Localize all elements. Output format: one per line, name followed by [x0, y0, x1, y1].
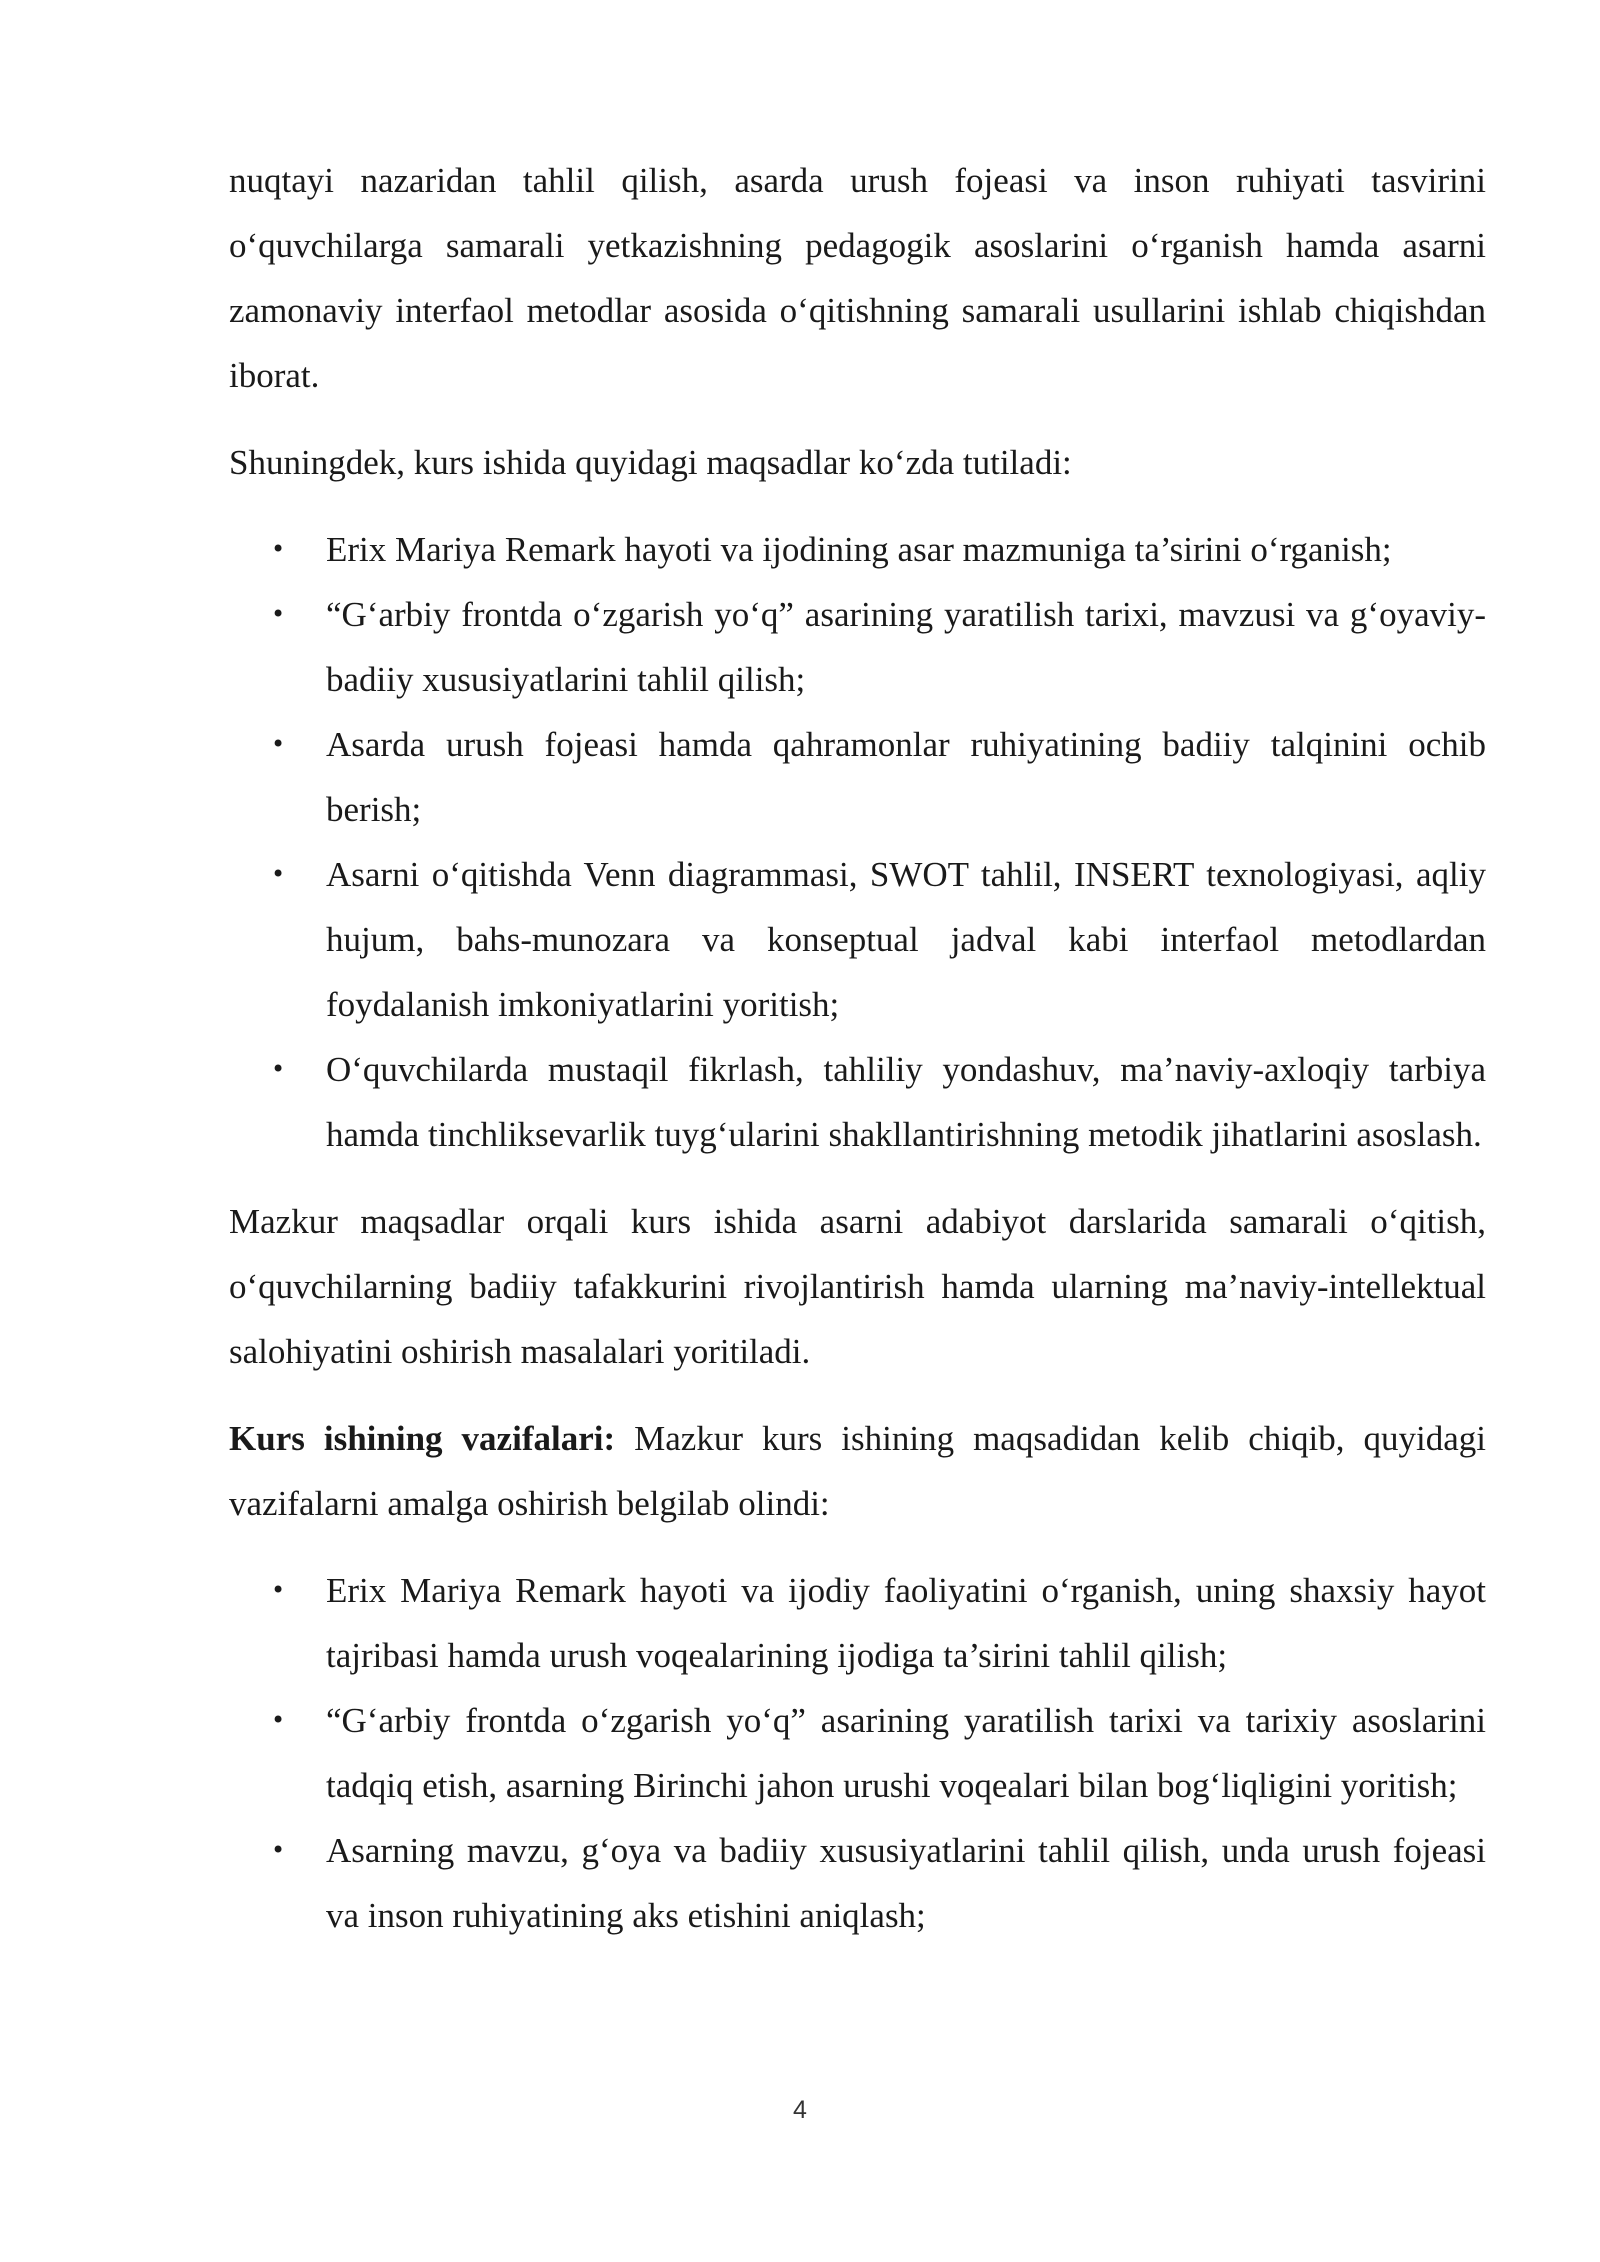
list-item	[229, 1818, 1486, 1948]
bullet-icon: •	[271, 600, 286, 628]
list-item-text: Asarning mavzu, g‘oya va badiiy xususiyatlarini tahlil qilish, unda urush fojeasi va inson ruhiyatining aks etishini aniqlash;	[326, 1831, 1486, 1935]
list-item-text: “G‘arbiy frontda o‘zgarish yo‘q” asarining yaratilish tarixi va tarixiy asoslarini tadqiq etish, asarning Birinchi jahon urushi voqealari bilan bog‘liqligini yoritish;	[326, 1701, 1486, 1805]
list-item	[229, 1558, 1486, 1688]
list-item-text: O‘quvchilarda mustaqil fikrlash, tahliliy yondashuv, ma’naviy-axloqiy tarbiya hamda tinchliksevarlik tuyg‘ularini shakllantirishning metodik jihatlarini asoslash.	[326, 1050, 1486, 1154]
list-item	[229, 712, 1486, 842]
list-item-text: Asarni o‘qitishda Venn diagrammasi, SWOT tahlil, INSERT texnologiyasi, aqliy hujum, bahs-munozara va konseptual jadval kabi interfaol metodlardan foydalanish imkoniyatlarini yoritish;	[326, 855, 1486, 1024]
list-item	[229, 842, 1486, 1037]
bullet-icon: •	[271, 1576, 286, 1604]
bullet-icon: •	[271, 1836, 286, 1864]
bullet-icon: •	[271, 730, 286, 758]
tasks-heading: Kurs ishining vazifalari:	[229, 1419, 616, 1458]
list-item-text: Erix Mariya Remark hayoti va ijodiy faoliyatini o‘rganish, uning shaxsiy hayot tajribasi hamda urush voqealarining ijodiga ta’sirini tahlil qilish;	[326, 1571, 1486, 1675]
list-item	[229, 1688, 1486, 1818]
goals-list	[229, 517, 1486, 1167]
list-item	[229, 517, 1486, 582]
page-number: 4	[793, 2096, 807, 2124]
goals-summary-paragraph: Mazkur maqsadlar orqali kurs ishida asarni adabiyot darslarida samarali o‘qitish, o‘quvchilarning badiiy tafakkurini rivojlantirish hamda ularning ma’naviy-intellektual salohiyatini oshirish masalalari yoritiladi.	[229, 1202, 1486, 1371]
page-body	[229, 148, 1486, 1948]
list-item-text: “G‘arbiy frontda o‘zgarish yo‘q” asarining yaratilish tarixi, mavzusi va g‘oyaviy-badiiy xususiyatlarini tahlil qilish;	[326, 595, 1486, 699]
bullet-icon: •	[271, 1706, 286, 1734]
list-item	[229, 1037, 1486, 1167]
tasks-list	[229, 1558, 1486, 1948]
list-item-text: Asarda urush fojeasi hamda qahramonlar ruhiyatining badiiy talqinini ochib berish;	[326, 725, 1486, 829]
list-item-text: Erix Mariya Remark hayoti va ijodining asar mazmuniga ta’sirini o‘rganish;	[326, 530, 1392, 569]
list-item	[229, 582, 1486, 712]
tasks-paragraph	[229, 1406, 1486, 1536]
bullet-icon: •	[271, 1055, 286, 1083]
tasks-intro-text: Mazkur kurs ishining maqsadidan kelib chiqib, quyidagi vazifalarni amalga oshirish belgilab olindi:	[229, 1419, 1486, 1523]
intro-paragraph: nuqtayi nazaridan tahlil qilish, asarda urush fojeasi va inson ruhiyati tasvirini o‘quvchilarga samarali yetkazishning pedagogik asoslarini o‘rganish hamda asarni zamonaviy interfaol metodlar asosida o‘qitishning samarali usullarini ishlab chiqishdan iborat.	[229, 161, 1486, 395]
bullet-icon: •	[271, 860, 286, 888]
goals-intro-paragraph: Shuningdek, kurs ishida quyidagi maqsadlar ko‘zda tutiladi:	[229, 443, 1072, 482]
bullet-icon: •	[271, 535, 286, 563]
